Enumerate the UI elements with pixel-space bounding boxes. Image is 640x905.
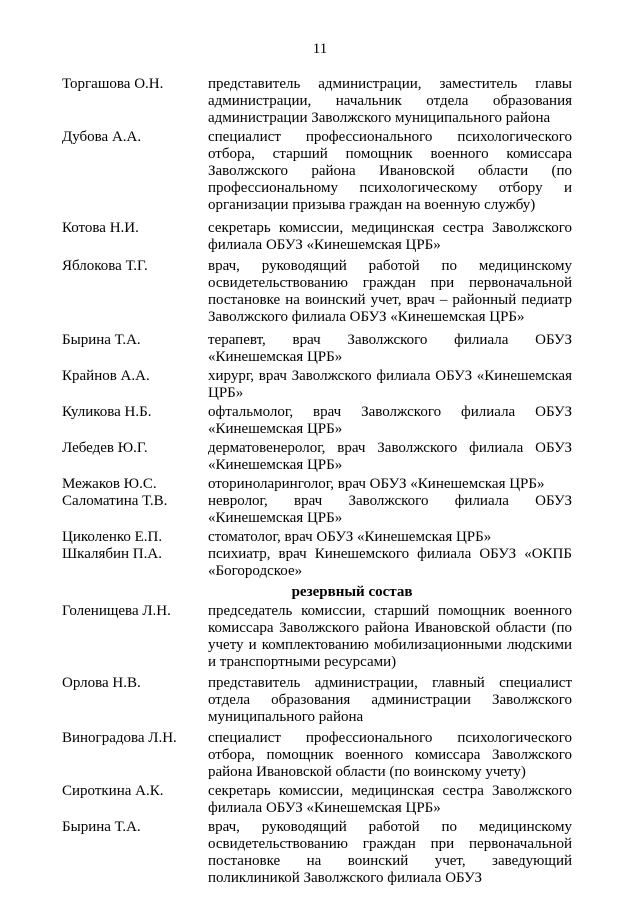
list-item [62, 258, 572, 326]
member-description: секретарь комиссии, медицинская сестра Заволжского филиала ОБУЗ «Кинешемская ЦРБ» [208, 220, 572, 253]
member-name: Шкалябин П.А. [62, 546, 162, 562]
member-name: Котова Н.И. [62, 220, 139, 236]
member-name: Виноградова Л.Н. [62, 730, 177, 746]
list-item [62, 493, 572, 527]
member-description: стоматолог, врач ОБУЗ «Кинешемская ЦРБ» [208, 529, 492, 545]
member-name: Куликова Н.Б. [62, 404, 152, 420]
member-description: невролог, врач Заволжского филиала ОБУЗ «Кинешемская ЦРБ» [208, 493, 572, 526]
member-name: Бырина Т.А. [62, 332, 141, 348]
list-item [62, 440, 572, 474]
member-description: психиатр, врач Кинешемского филиала ОБУЗ «ОКПБ «Богородское» [208, 546, 572, 579]
member-name: Лебедев Ю.Г. [62, 440, 148, 456]
member-description: врач, руководящий работой по медицинскому освидетельствованию граждан при первоначальной постановке на воинский учет, заведующий поликлиникой Заволжского филиала ОБУЗ [208, 819, 572, 886]
member-name: Межаков Ю.С. [62, 476, 157, 492]
list-item [62, 129, 572, 214]
list-item [62, 220, 572, 254]
list-item [62, 730, 572, 781]
member-name: Саломатина Т.В. [62, 493, 168, 509]
member-name: Бырина Т.А. [62, 819, 141, 835]
list-item [62, 404, 572, 438]
member-description: представитель администрации, заместитель главы администрации, начальник отдела образования администрации Заволжского муниципального района [208, 76, 572, 126]
member-name: Яблокова Т.Г. [62, 258, 148, 274]
member-description: врач, руководящий работой по медицинскому освидетельствованию граждан при первоначальной постановке на воинский учет, врач – районный педиатр Заволжского филиала ОБУЗ «Кинешемская ЦРБ» [208, 258, 572, 325]
member-name: Голенищева Л.Н. [62, 603, 171, 619]
member-name: Циколенко Е.П. [62, 529, 163, 545]
list-item [62, 546, 572, 580]
member-description: оториноларинголог, врач ОБУЗ «Кинешемская ЦРБ» [208, 476, 545, 492]
commission-list [62, 76, 572, 887]
member-description: хирург, врач Заволжского филиала ОБУЗ «Кинешемская ЦРБ» [208, 368, 572, 401]
page-number: 11 [312, 41, 328, 57]
member-description: офтальмолог, врач Заволжского филиала ОБУЗ «Кинешемская ЦРБ» [208, 404, 572, 437]
member-description: специалист профессионального психологического отбора, помощник военного комиссара Заволжского района Ивановской области (по воинскому учету) [208, 730, 572, 780]
list-item [62, 675, 572, 726]
member-description: представитель администрации, главный специалист отдела образования администрации Заволжского муниципального района [208, 675, 572, 725]
member-name: Торгашова О.Н. [62, 76, 164, 92]
list-item [62, 603, 572, 671]
member-name: Сироткина А.К. [62, 783, 164, 799]
member-description: терапевт, врач Заволжского филиала ОБУЗ «Кинешемская ЦРБ» [208, 332, 572, 365]
list-item [62, 529, 572, 546]
list-item [62, 76, 572, 127]
member-description: председатель комиссии, старший помощник военного комиссара Заволжского района Ивановской области (по учету и комплектованию мобилизационными людскими и транспортными ресурсами) [208, 603, 572, 670]
member-name: Крайнов А.А. [62, 368, 150, 384]
list-item [62, 476, 572, 493]
member-name: Дубова А.А. [62, 129, 142, 145]
list-item [62, 332, 572, 366]
list-item [62, 819, 572, 887]
member-description: секретарь комиссии, медицинская сестра Заволжского филиала ОБУЗ «Кинешемская ЦРБ» [208, 783, 572, 816]
list-item [62, 368, 572, 402]
list-item [62, 783, 572, 817]
member-description: специалист профессионального психологического отбора, старший помощник военного комиссара Заволжского района Ивановской области (по профессиональному психологическому отбору и организации призыва граждан на военную службу) [208, 129, 572, 213]
member-description: дерматовенеролог, врач Заволжского филиала ОБУЗ «Кинешемская ЦРБ» [208, 440, 572, 473]
reserve-section-title: резервный состав [291, 584, 413, 600]
member-name: Орлова Н.В. [62, 675, 141, 691]
